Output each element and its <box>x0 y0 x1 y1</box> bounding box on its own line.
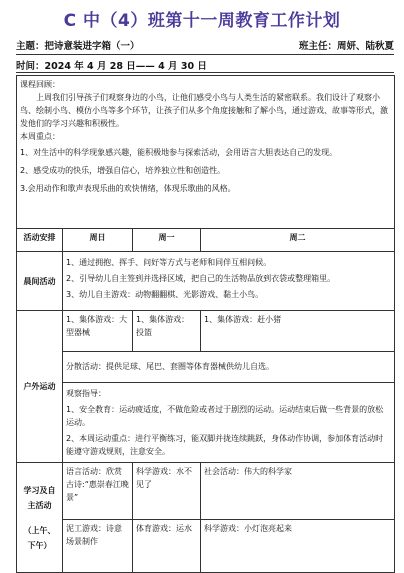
guidance-block <box>63 382 394 462</box>
morning-cell <box>63 252 395 311</box>
divider <box>16 54 394 55</box>
focus-item: 1、对生活中的科学现象感兴趣，能积极地参与探索活动，会用语言大胆表达自己的发现。 <box>20 148 338 157</box>
study-label <box>17 463 63 573</box>
intro-cell <box>17 76 395 229</box>
guidance-heading: 观察指导： <box>66 389 106 398</box>
review-body: 上周我们引导孩子们观察身边的小鸟，让他们感受小鸟与人类生活的紧密联系。我们设计了观察小鸟、绘制小鸟、模仿小鸟等多个环节，让孩子们从多个角度接触和了解小鸟，通过游戏、故事等形式，激发他们的学习兴趣和积极性。 <box>20 93 388 128</box>
morning-item: 1、通过拥抱、挥手、问好等方式与老师和同伴互相问候。 <box>66 258 272 267</box>
study-activity: 语言活动：欣赏古诗:“惠崇春江晚景” <box>63 463 133 519</box>
divider <box>16 72 394 73</box>
guidance-item: 1、安全教育：运动疲适度，不做危险或者过于剧烈的运动。运动结束后做一些背景的放松运动。 <box>66 405 384 427</box>
guidance-item: 2、本周运动重点：进行平衡练习，能双脚并拢连续跳跃，身体动作协调，参加体育活动时能遵守游戏规则，注意安全。 <box>66 434 384 456</box>
morning-label: 晨间活动 <box>17 252 63 311</box>
morning-row <box>17 252 395 311</box>
intro-row <box>17 76 395 229</box>
study-activity: 社会活动：伟大的科学家 <box>204 467 292 476</box>
category-header: 活动安排 <box>17 229 63 252</box>
study-label-line: 学习及自 <box>23 485 56 495</box>
focus-item: 2、感受成功的快乐，增强自信心，培养独立性和创造性。 <box>20 166 226 175</box>
study-label-line: 下午） <box>27 540 52 550</box>
morning-item: 3、幼儿自主游戏：动物翻翻棋、光影游戏、黏土小鸟。 <box>66 290 264 299</box>
study-label-line: 主活动 <box>27 500 52 510</box>
teachers-label: 班主任：周妍、陆秋夏 <box>298 41 394 52</box>
time-label: 时间：2024 年 4 月 28 日—— 4 月 30 日 <box>16 61 207 72</box>
study-activity: 体育游戏：运水 <box>133 520 201 572</box>
study-activity: 科学游戏：小灯泡亮起来 <box>204 524 292 533</box>
outdoor-row <box>17 311 395 463</box>
outdoor-game: 1、集体游戏：大型器械 <box>63 311 133 351</box>
page-title: C 中（4）班第十一周教育工作计划 <box>63 11 341 31</box>
morning-item: 2、引导幼儿自主签到并选择区域，把自己的生活物品放到衣袋或整理箱里。 <box>66 274 336 283</box>
group-play: 分散活动：提供足球、尾巴、套圈等体育器械供幼儿自选。 <box>63 351 394 382</box>
outdoor-game: 1、集体游戏：赶小猪 <box>204 315 282 324</box>
plan-table <box>16 75 395 573</box>
focus-item: 3.会用动作和歌声表现乐曲的欢快情绪，体现乐歌曲的风格。 <box>20 184 236 193</box>
day-header: 周日 <box>63 229 133 251</box>
outdoor-label: 户外运动 <box>17 311 63 463</box>
study-label-line: （上午、 <box>23 525 56 535</box>
outdoor-game: 1、集体游戏：投篮 <box>133 311 201 351</box>
day-header: 周一 <box>133 229 201 251</box>
day-header: 周二 <box>289 233 306 242</box>
focus-heading: 本周重点： <box>20 132 60 141</box>
study-activity: 科学游戏：水不见了 <box>133 463 201 519</box>
header-row <box>17 229 395 252</box>
review-heading: 课程回顾： <box>20 80 60 89</box>
subject-label: 主题：把诗意装进字箱（一） <box>16 41 140 52</box>
study-activity: 泥工游戏：诗意场景制作 <box>63 520 133 572</box>
study-row <box>17 463 395 573</box>
